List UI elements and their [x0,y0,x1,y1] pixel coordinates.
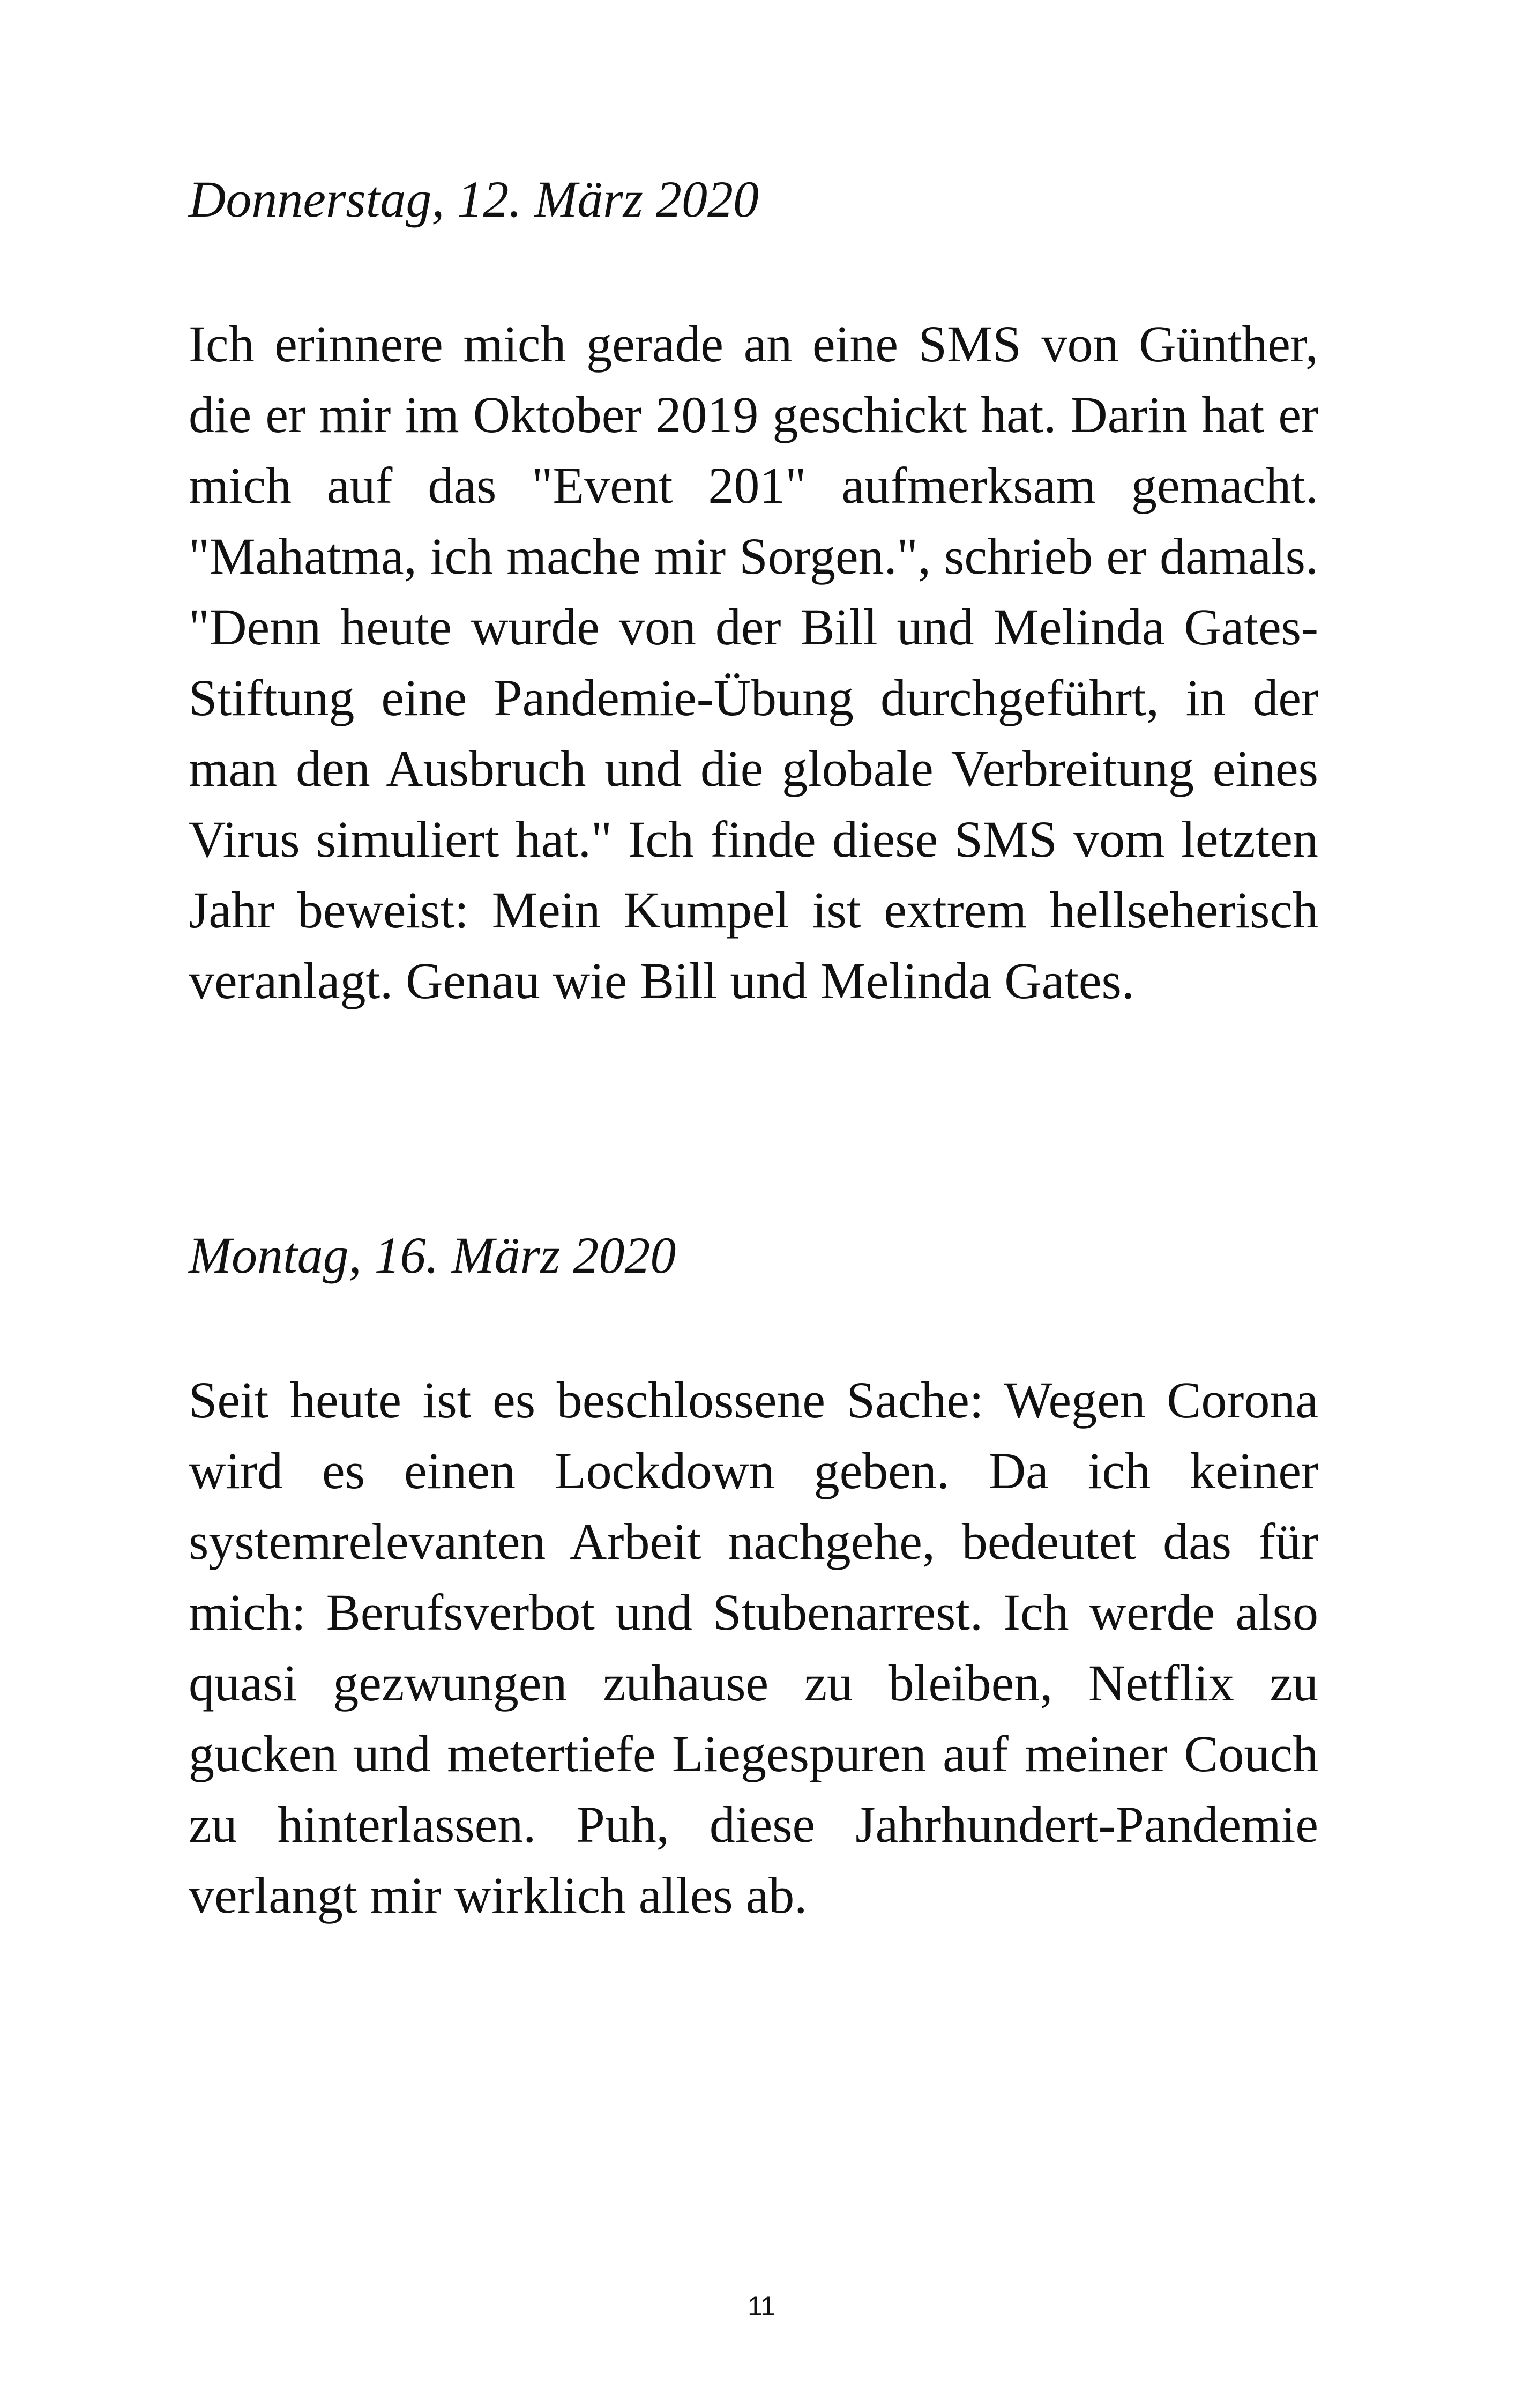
entry-date: Montag, 16. März 2020 [189,1227,676,1284]
entry-date: Donnerstag, 12. März 2020 [189,170,759,228]
entry-paragraph: Ich erinnere mich gerade an eine SMS von Günther, die er mir im Oktober 2019 geschickt hat. Darin hat er mich auf das "Event 201" aufmerksam gemacht. "Mahatma, ich mache mir Sorgen.", schrieb er damals. "Denn heute wurde von der Bill und Melinda Gates-Stiftung eine Pandemie-Übung durchgeführt, in der man den Ausbruch und die globale Verbreitung eines Virus simuliert hat." Ich finde diese SMS vom letzten Jahr beweist: Mein Kumpel ist extrem hellseherisch veranlagt. Genau wie Bill und Melinda Gates. [189,315,1318,1009]
page-number: 11 [748,2291,775,2321]
entry-paragraph: Seit heute ist es beschlossene Sache: Wegen Corona wird es einen Lockdown geben. Da ich keiner systemrelevanten Arbeit nachgehe, bedeutet das für mich: Berufsverbot und Stubenarrest. Ich werde also quasi gezwungen zuhause zu bleiben, Netflix zu gucken und metertiefe Liegespuren auf meiner Couch zu hinterlassen. Puh, diese Jahrhundert-Pandemie verlangt mir wirklich alles ab. [189,1371,1318,1924]
